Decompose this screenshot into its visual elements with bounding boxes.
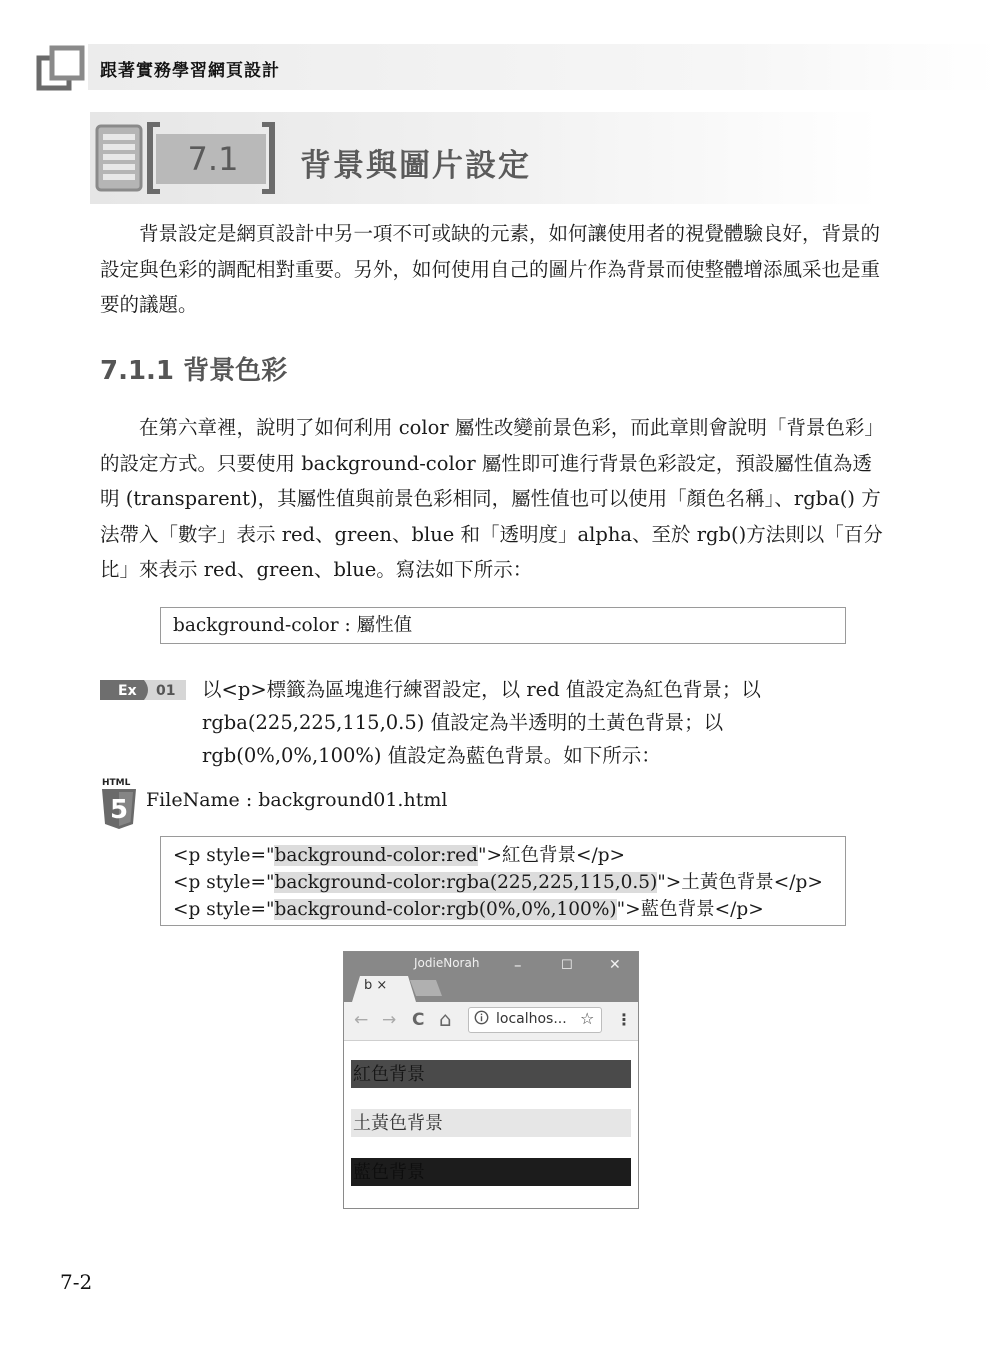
info-icon[interactable] (474, 1010, 489, 1025)
syntax-box (160, 607, 846, 644)
page-number: 7-2 (60, 1270, 93, 1294)
bookmark-star-icon[interactable]: ☆ (580, 1009, 595, 1028)
html5-icon (100, 776, 138, 830)
example-text: 以<p>標籤為區塊進行練習設定，以 red 值設定為紅色背景；以 rgba(225,225,115,0.5) 值設定為半透明的土黃色背景；以 rgb(0%,0%,100%) 值設定為藍色背景。如下所示： (202, 678, 761, 767)
section-title: 背景與圖片設定 (300, 148, 531, 184)
forward-button[interactable]: → (382, 1010, 397, 1030)
html5-icon-number: 5 (110, 795, 129, 825)
tab-label: b × (364, 978, 388, 993)
code-line: <p style="background-color:red">紅色背景</p> (173, 845, 626, 866)
demo-blue-paragraph: 藍色背景 (351, 1158, 631, 1186)
example-badge (100, 680, 186, 700)
book-logo-icon (36, 44, 86, 94)
close-window-button[interactable]: ✕ (609, 957, 621, 973)
new-tab-button[interactable] (410, 980, 442, 996)
code-line: <p style="background-color:rgb(0%,0%,100%)">藍色背景</p> (173, 899, 764, 920)
example-badge-number: 01 (156, 683, 176, 699)
demo-yellow-paragraph: 土黃色背景 (351, 1109, 631, 1137)
page-layout-icon (95, 122, 145, 194)
example-badge-ex: Ex (118, 683, 137, 699)
html5-icon-label: HTML (102, 778, 131, 788)
subsection-title: 7.1.1 背景色彩 (100, 356, 288, 386)
demo-red-paragraph: 紅色背景 (351, 1060, 631, 1088)
intro-paragraph: 背景設定是網頁設計中另一項不可或缺的元素，如何讓使用者的視覺體驗良好，背景的設定與色彩的調配相對重要。另外，如何使用自己的圖片作為背景而使整體增添風采也是重要的議題。 (100, 222, 881, 316)
reload-button[interactable]: C (412, 1010, 425, 1030)
section-number: 7.1 (187, 140, 239, 178)
maximize-button[interactable]: ☐ (561, 958, 573, 973)
minimize-button[interactable]: – (514, 956, 522, 974)
browser-window (343, 951, 639, 1209)
code-box (160, 836, 846, 926)
back-button[interactable]: ← (354, 1010, 369, 1030)
file-name: FileName : background01.html (146, 789, 448, 811)
book-title: 跟著實務學習網頁設計 (100, 61, 280, 81)
home-button[interactable]: ⌂ (439, 1007, 452, 1031)
browser-menu-icon[interactable]: ⋮ (616, 1010, 632, 1029)
syntax-code: background-color : 屬性值 (173, 615, 413, 636)
body-paragraph: 在第六章裡，說明了如何利用 color 屬性改變前景色彩，而此章則會說明「背景色彩」的設定方式。只要使用 background-color 屬性即可進行背景色彩設定，預設屬性值為透明 (transparent)，其屬性值與前景色彩相同，屬性值也可以使用「顏色名稱」、rgba() 方法帶入「數字」表示 red、green、blue 和「透明度」alpha、至於 rgb()方法則以「百分比」來表示 red、green、blue。寫法如下所示： (100, 416, 884, 581)
address-text: localhos... (496, 1011, 567, 1027)
code-line: <p style="background-color:rgba(225,225,115,0.5)">土黃色背景</p> (173, 872, 823, 893)
window-title: JodieNorah (414, 956, 480, 970)
